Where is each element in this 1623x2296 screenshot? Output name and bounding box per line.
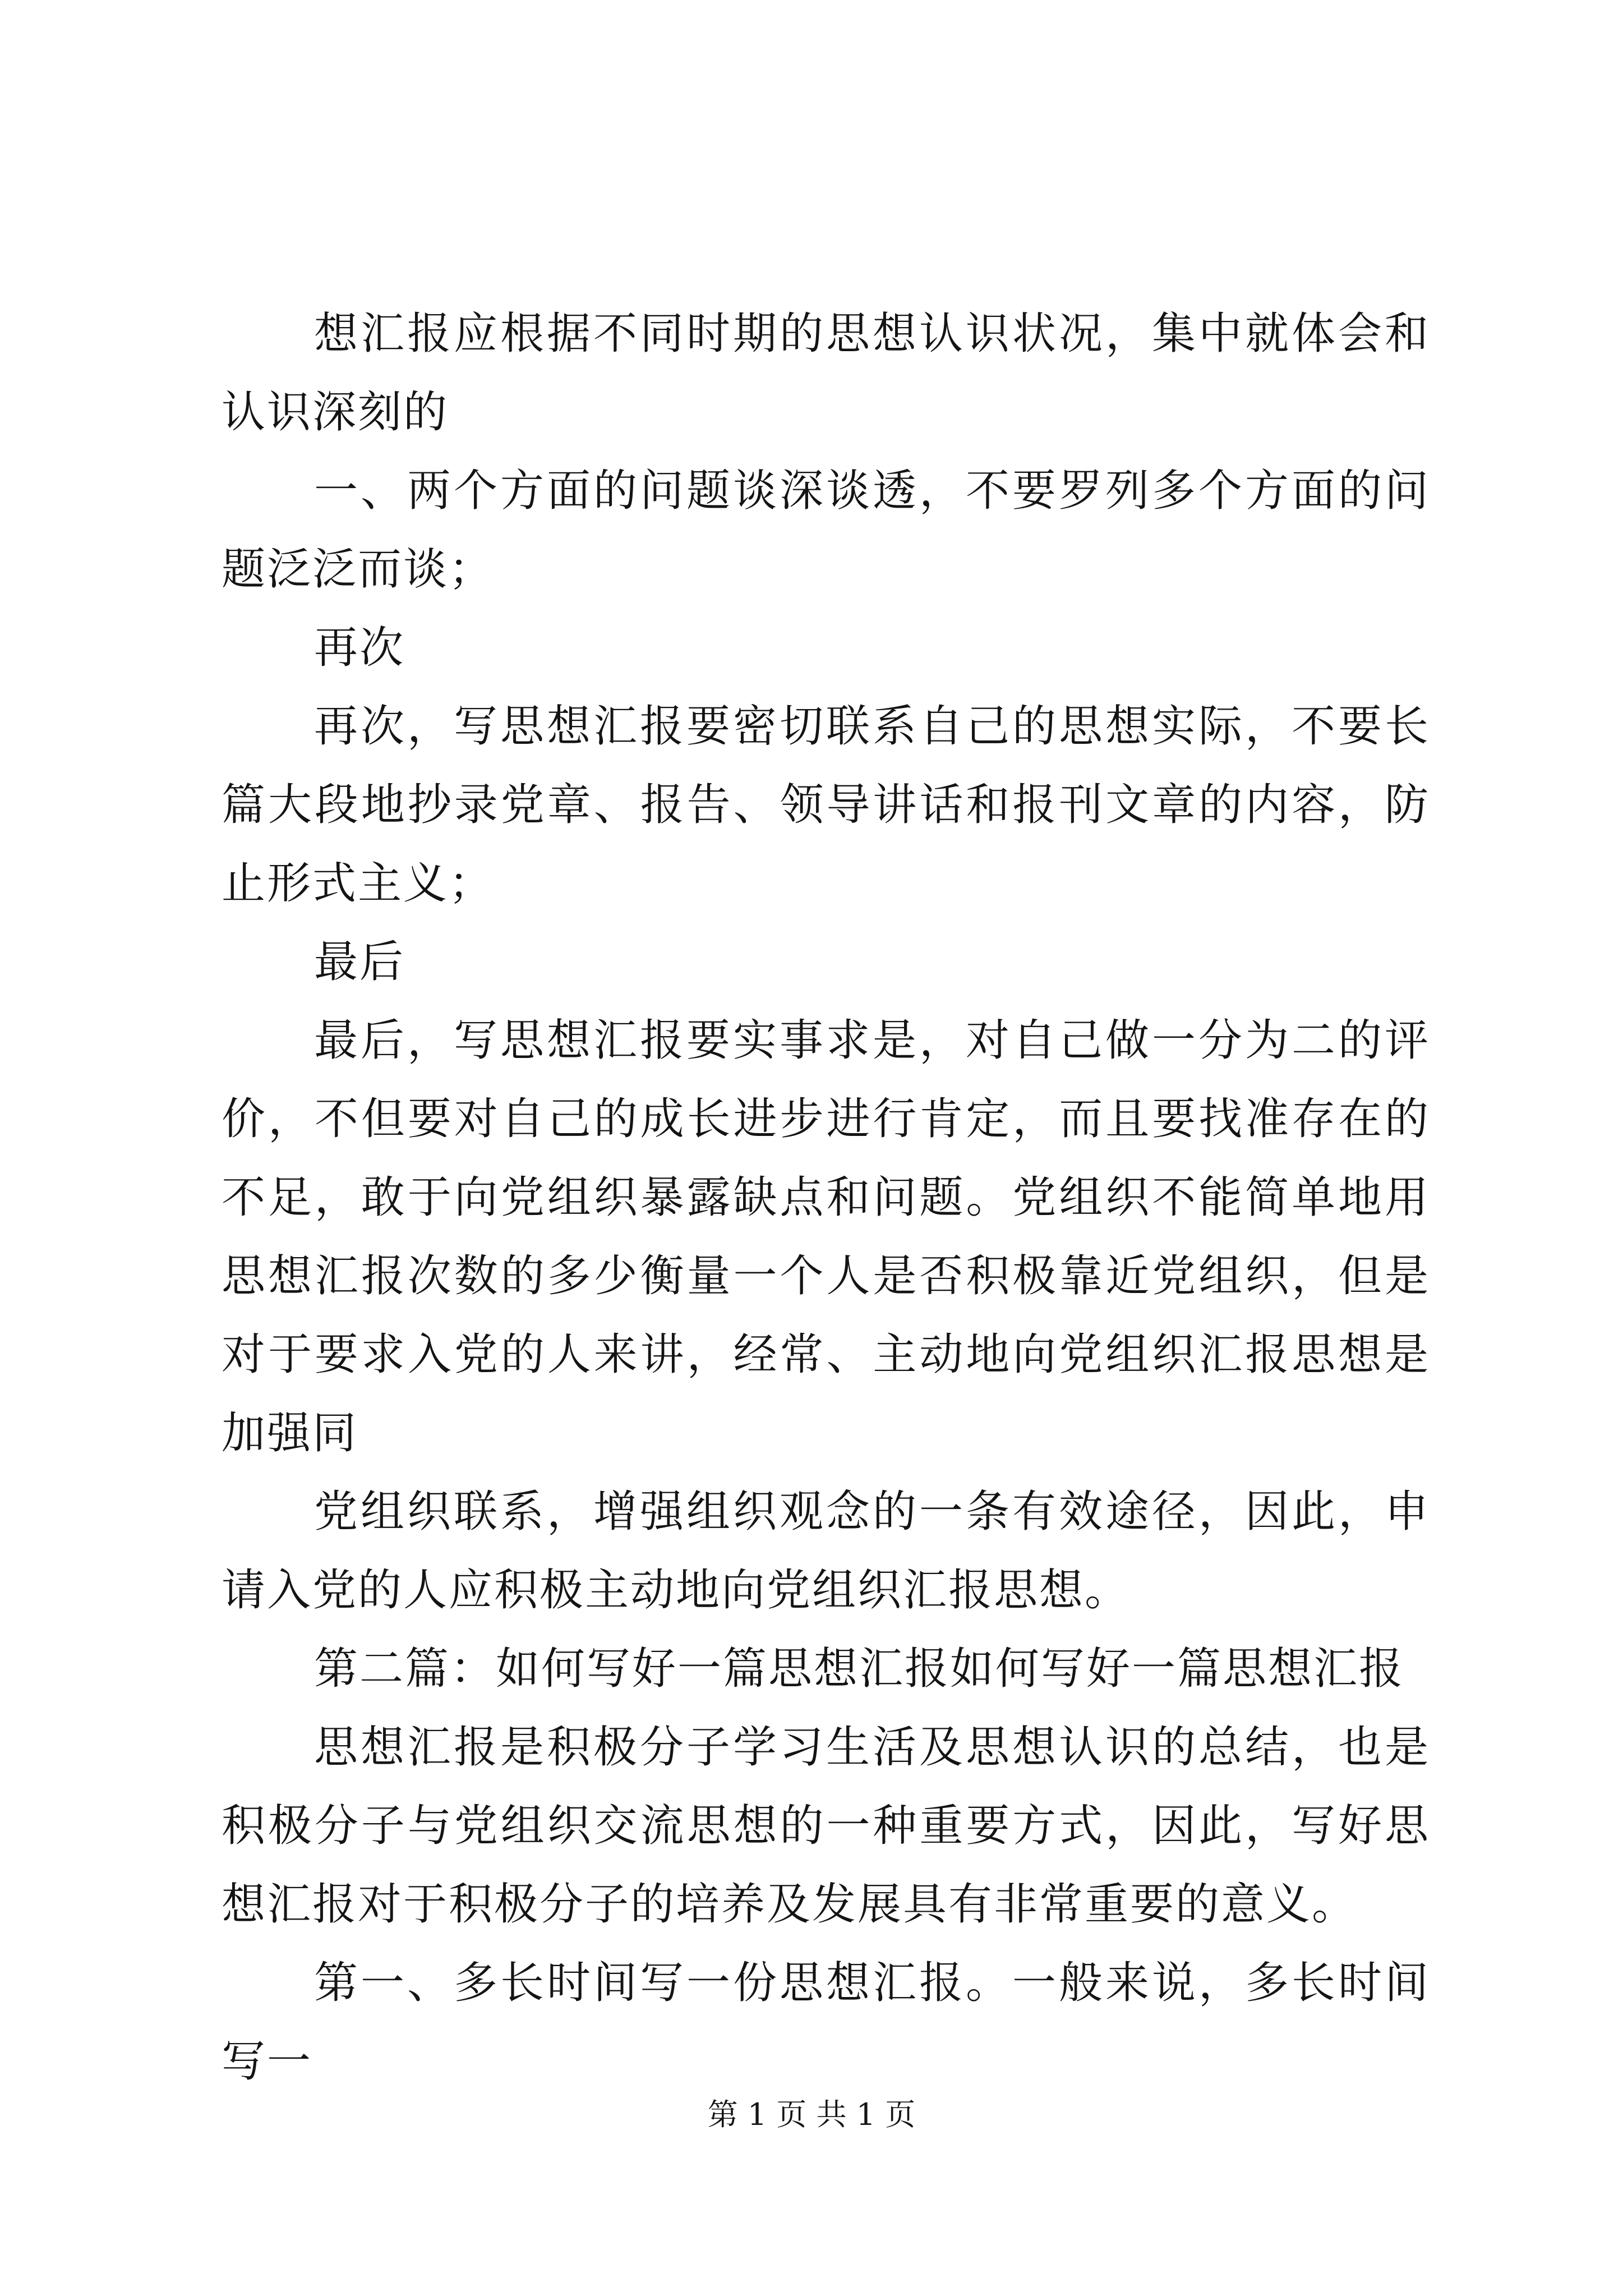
paragraph-two-aspects: 一、两个方面的问题谈深谈透，不要罗列多个方面的问题泛泛而谈； (222, 466, 1430, 595)
section-title-part-two: 第二篇：如何写好一篇思想汇报如何写好一篇思想汇报 (314, 1644, 1405, 1694)
heading-again: 再次 (314, 623, 405, 673)
paragraph-first-point: 第一、多长时间写一份思想汇报。一般来说，多长时间写一 (222, 1958, 1430, 2087)
page-number-footer: 第 1 页 共 1 页 (707, 2097, 916, 2132)
paragraph-party-contact: 党组织联系，增强组织观念的一条有效途径，因此，申请入党的人应积极主动地向党组织汇报思想。 (222, 1487, 1430, 1616)
document-body (222, 295, 1430, 2101)
paragraph-report-importance: 思想汇报是积极分子学习生活及思想认识的总结，也是积极分子与党组织交流思想的一种重要方式，因此，写好思想汇报对于积极分子的培养及发展具有非常重要的意义。 (222, 1722, 1430, 1930)
paragraph-again: 再次，写思想汇报要密切联系自己的思想实际，不要长篇大段地抄录党章、报告、领导讲话和报刊文章的内容，防止形式主义； (222, 701, 1430, 909)
paragraph-finally: 最后，写思想汇报要实事求是，对自己做一分为二的评价，不但要对自己的成长进步进行肯定，而且要找准存在的不足，敢于向党组织暴露缺点和问题。党组织不能简单地用思想汇报次数的多少衡量一个人是否积极靠近党组织，但是对于要求入党的人来讲，经常、主动地向党组织汇报思想是加强同 (222, 1015, 1430, 1458)
paragraph-thought-report-focus: 想汇报应根据不同时期的思想认识状况，集中就体会和认识深刻的 (222, 309, 1430, 438)
heading-finally: 最后 (314, 937, 405, 987)
